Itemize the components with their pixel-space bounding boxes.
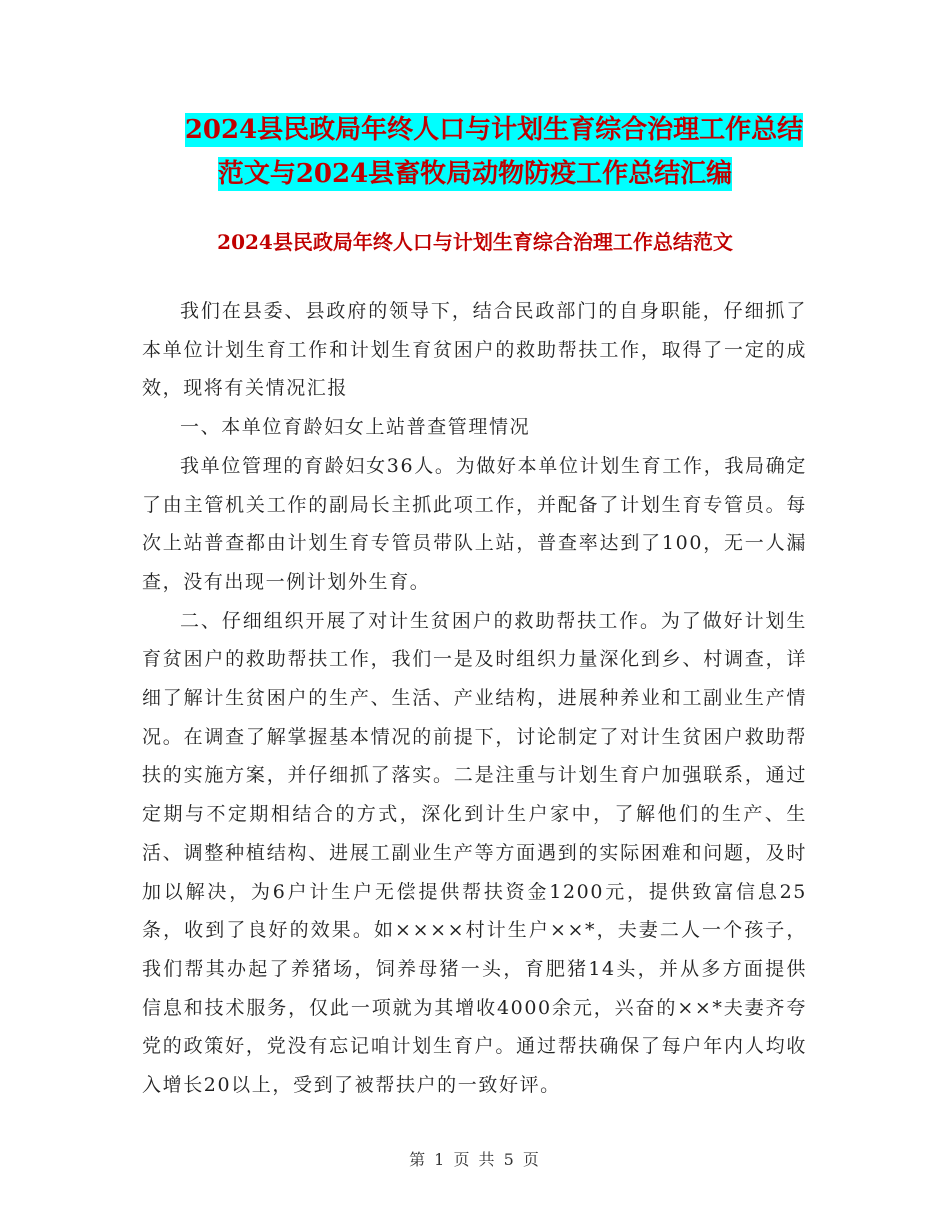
paragraph-poverty-assistance: 二、仔细组织开展了对计生贫困户的救助帮扶工作。为了做好计划生育贫困户的救助帮扶工作，我们一是及时组织力量深化到乡、村调查，详细了解计生贫困户的生产、生活、产业结构，进展种养业和工副业生产情况。在调查了解掌握基本情况的前提下，讨论制定了对计生贫困户救助帮扶的实施方案，并仔细抓了落实。二是注重与计划生育户加强联系，通过定期与不定期相结合的方式，深化到计生户家中，了解他们的生产、生活、调整种植结构、进展工副业生产等方面遇到的实际困难和问题，及时加以解决，为6户计生户无偿提供帮扶资金1200元，提供致富信息25条，收到了良好的效果。如××××村计生户××*，夫妻二人一个孩子，我们帮其办起了养猪场，饲养母猪一头，育肥猪14头，并从多方面提供信息和技术服务，仅此一项就为其增收4000余元，兴奋的××*夫妻齐夸党的政策好，党没有忘记咱计划生育户。通过帮扶确保了每户年内人均收入增长20以上，受到了被帮扶户的一致好评。 (142, 609, 807, 1097)
paragraph-heading-1: 一、本单位育龄妇女上站普查管理情况 (180, 416, 531, 439)
main-title-highlight-2: 范文与2024县畜牧局动物防疫工作总结汇编 (217, 159, 733, 189)
paragraph-women-management: 我单位管理的育龄妇女36人。为做好本单位计划生育工作，我局确定了由主管机关工作的副局长主抓此项工作，并配备了计划生育专管员。每次上站普查都由计划生育专管员带队上站，普查率达到了100，无一人漏查，没有出现一例计划外生育。 (142, 454, 807, 593)
main-title-highlight-1: 2024县民政局年终人口与计划生育综合治理工作总结 (184, 115, 804, 145)
main-title-line-2 (0, 156, 950, 192)
section-title: 2024县民政局年终人口与计划生育综合治理工作总结范文 (217, 230, 733, 254)
body-text (142, 292, 807, 1105)
page-footer: 第 1 页 共 5 页 (409, 1150, 541, 1169)
main-title-line-1 (0, 112, 950, 148)
paragraph-intro: 我们在县委、县政府的领导下，结合民政部门的自身职能，仔细抓了本单位计划生育工作和计划生育贫困户的救助帮扶工作，取得了一定的成效，现将有关情况汇报 (142, 300, 807, 400)
